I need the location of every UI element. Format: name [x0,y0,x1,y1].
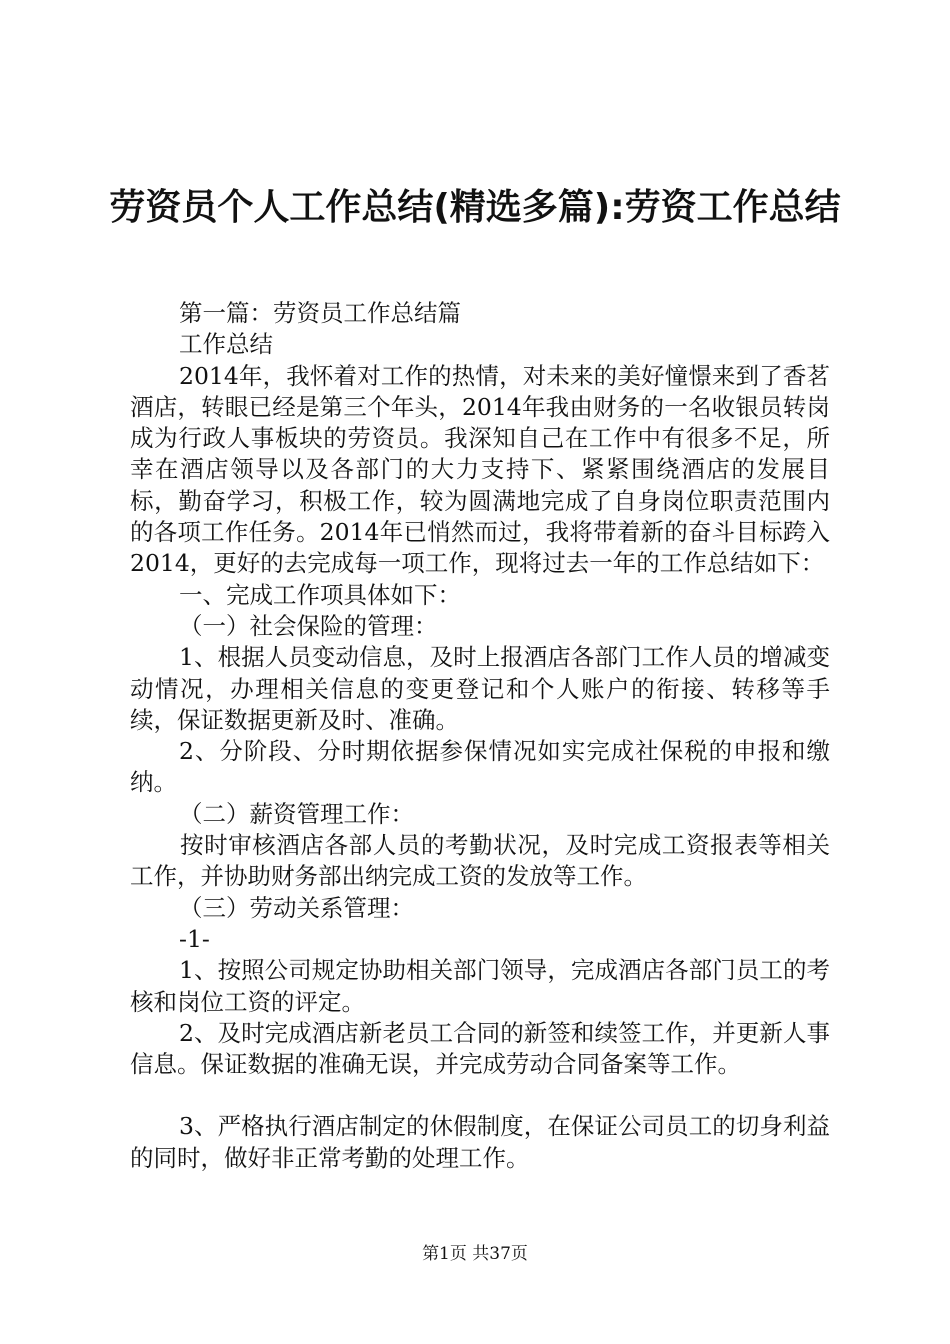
document-title: 劳资员个人工作总结(精选多篇):劳资工作总结 [109,187,841,228]
list-item: 2、及时完成酒店新老员工合同的新签和续签工作，并更新人事信息。保证数据的准确无误，并完成劳动合同备案等工作。 [130,1018,830,1079]
page-marker: -1- [179,924,210,953]
page-footer: 第1页 共37页 [422,1244,528,1264]
list-item: 2、分阶段、分时期依据参保情况如实完成社保税的申报和缴纳。 [130,737,830,797]
list-item: 1、根据人员变动信息，及时上报酒店各部门工作人员的增减变动情况，办理相关信息的变更登记和个人账户的衔接、转移等手续，保证数据更新及时、准确。 [130,643,830,734]
subsection-heading: （二）薪资管理工作： [179,799,414,828]
list-item: 1、按照公司规定协助相关部门领导，完成酒店各部门员工的考核和岗位工资的评定。 [130,956,830,1016]
list-heading: 一、完成工作项具体如下： [179,580,461,609]
subsection-heading: （三）劳动关系管理： [179,893,414,922]
paragraph: 2014年，我怀着对工作的热情，对未来的美好憧憬来到了香茗酒店，转眼已经是第三个年头，2014年我由财务的一名收银员转岗成为行政人事板块的劳资员。我深知自己在工作中有很多不足，所幸在酒店领导以及各部门的大力支持下、紧紧围绕酒店的发展目标，勤奋学习，积极工作，较为圆满地完成了自身岗位职责范围内的各项工作任务。2014年已悄然而过，我将带着新的奋斗目标跨入2014，更好的去完成每一项工作，现将过去一年的工作总结如下： [130,361,830,578]
document-body [130,298,830,1174]
list-item: 3、严格执行酒店制定的休假制度，在保证公司员工的切身利益的同时，做好非正常考勤的处理工作。 [130,1112,830,1172]
subheading: 工作总结 [179,330,273,359]
subsection-heading: （一）社会保险的管理： [179,611,438,640]
spacer [130,1080,830,1111]
paragraph: 按时审核酒店各部人员的考勤状况，及时完成工资报表等相关工作，并协助财务部出纳完成工资的发放等工作。 [130,831,830,891]
section-heading: 第一篇：劳资员工作总结篇 [179,299,461,327]
